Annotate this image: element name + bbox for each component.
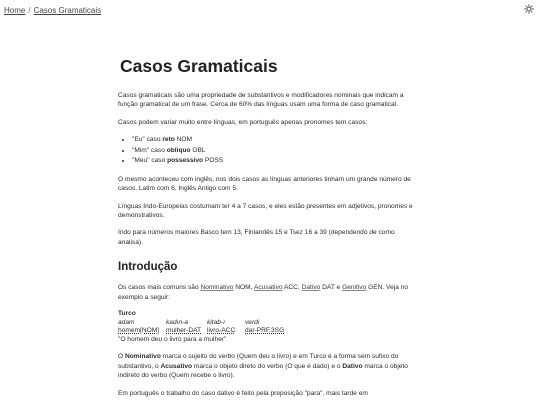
gloss-glosses-row <box>118 327 418 336</box>
genitivo-link[interactable]: Genitivo <box>342 284 367 292</box>
gloss-words-row <box>118 319 418 328</box>
breadcrumb-separator: / <box>28 6 31 15</box>
intro-paragraph-3: O mesmo aconteceu com inglês, nos dois casos as línguas anteriores tinham um grande número de casos. Latim com 6, Inglês Antigo com 5. <box>118 175 411 193</box>
nominativo-link[interactable]: Nominativo <box>200 284 234 292</box>
section-heading: Introdução <box>118 261 178 274</box>
sun-icon[interactable] <box>524 4 534 14</box>
dativo-link[interactable]: Dativo <box>301 284 321 292</box>
breadcrumb-home-link[interactable]: Home <box>4 6 26 15</box>
breadcrumb-current-link[interactable]: Casos Gramaticais <box>33 6 102 15</box>
section-paragraph-3: Em português o trabalho do caso dativo é feito pela preposição "para", mais tarde em <box>118 389 368 397</box>
top-bar <box>0 0 540 22</box>
page-title: Casos Gramaticais <box>120 56 278 76</box>
intro-paragraph-4: Línguas Indo-Europeias costumam ter 4 a 7 casos, e eles estão presentes em adjetivos, pronomes e demonstrativos. <box>118 202 413 219</box>
gloss-word: kadın-a <box>166 318 188 326</box>
section-paragraph-1: Os casos mais comuns são Nominativo NOM, Acusativo ACC, Dativo DAT e Genitivo GEN. Veja no exemplo a seguir: <box>118 284 409 301</box>
interlinear-gloss <box>118 310 418 344</box>
gloss-abbr: mulher-DAT <box>166 327 202 335</box>
section-paragraph-2: O Nominativo marca o sujeito do verbo (Quem deu o livro) e em Turco é a forma sem sufixo do substantivo, o Acusativo marca o objeto direto do verbo (O que é dado) e o Dativo marca o objeto indireto do verbo (Quem recebe o livro). <box>118 353 408 380</box>
breadcrumb <box>4 6 101 15</box>
acusativo-link[interactable]: Acusativo <box>253 284 283 292</box>
intro-paragraph-1: Casos gramaticais são uma propriedade de substantivos e modificadores nominais que indicam a função gramatical de um frase. Cerca de 60% das línguas usam uma forma de caso gramatical. <box>118 92 404 109</box>
gloss-abbr: homem[NOM] <box>118 327 160 335</box>
intro-paragraph-5: Indo para números maiores Basco tem 13, Finlandês 15 e Tsez 16 a 39 (dependendo de como analisa). <box>118 229 395 246</box>
pronoun-case-list <box>118 135 418 167</box>
gloss-word: kitab-ı <box>207 318 225 326</box>
gloss-translation: "O homem deu o livro para a mulher" <box>118 335 227 343</box>
gloss-word: verdi <box>245 318 260 326</box>
list-item: • "Mim" caso obliquo OBL <box>132 146 418 157</box>
gloss-word: adam <box>118 318 135 326</box>
gloss-language: Turco <box>118 309 136 317</box>
gloss-abbr: livro-ACC <box>207 327 236 335</box>
list-item: • "Meu" caso possessivo POSS <box>132 156 418 167</box>
list-item: • "Eu" caso reto NOM <box>132 135 418 146</box>
gloss-abbr: dar-PRF.3SG <box>245 327 285 335</box>
intro-paragraph-2: Casos podem variar muito entre línguas, em português apenas pronomes tem casos: <box>118 118 368 126</box>
article <box>118 56 418 406</box>
